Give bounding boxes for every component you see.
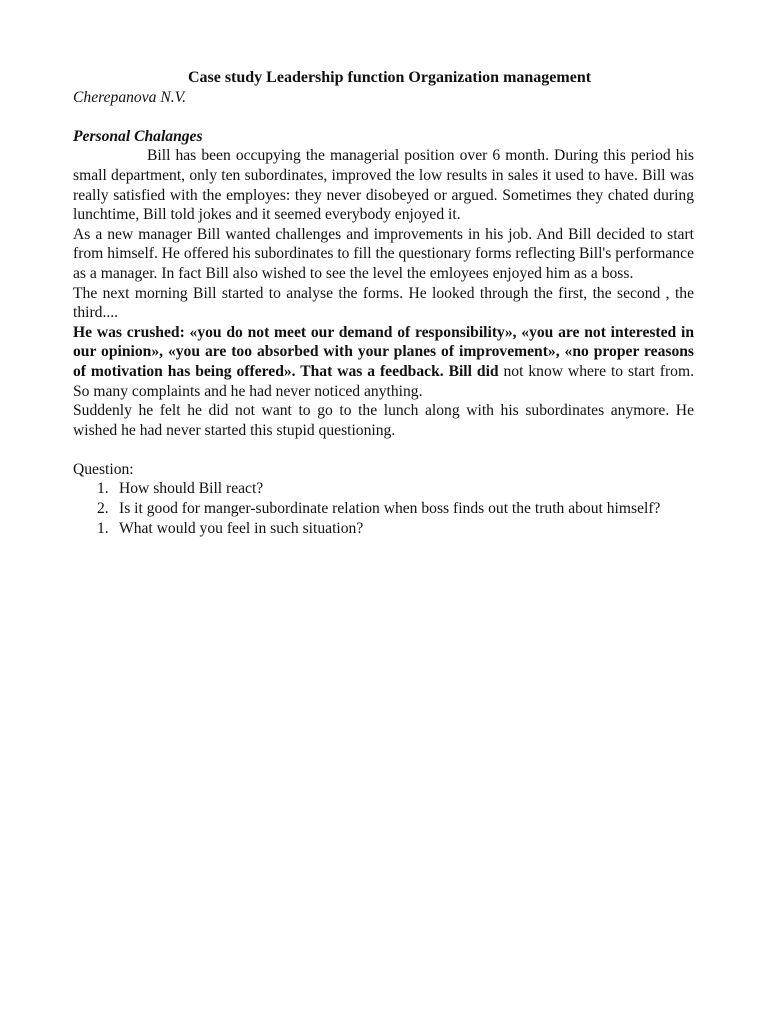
feedback-bold-text: He was crushed: «you do not meet our demand of responsibility», «you are not interested in our opinion», «you are too absorbed with your planes of improvement», «no proper reasons of motivation has being offered». That was a feedback. Bill did [73, 323, 694, 380]
paragraph-challenges: As a new manager Bill wanted challenges and improvements in his job. And Bill decided to start from himself. He offered his subordinates to fill the questionary forms reflecting Bill's performance as a manager. In fact Bill also wished to see the level the emloyees enjoyed him as a boss. [73, 225, 694, 282]
paragraph-feedback [73, 323, 694, 401]
feedback-rest-text: not know where to start from. So many complaints and he had never noticed anything. [73, 362, 694, 400]
question-item [73, 519, 694, 539]
spacer [73, 440, 694, 460]
question-text: What would you feel in such situation? [119, 519, 364, 537]
paragraph-analysis: The next morning Bill started to analyse the forms. He looked through the first, the second , the third.... [73, 284, 694, 322]
question-item [73, 499, 694, 519]
document-page [73, 68, 694, 538]
question-number: 1. [97, 480, 109, 498]
question-text: How should Bill react? [119, 480, 264, 498]
question-list [73, 479, 694, 538]
section-heading: Personal Chalanges [73, 127, 203, 145]
document-author: Cherepanova N.V. [73, 88, 187, 106]
question-label: Question: [73, 460, 134, 478]
question-number: 1. [97, 519, 109, 537]
spacer [73, 107, 694, 127]
document-title: Case study Leadership function Organization management [187, 69, 592, 86]
question-item [73, 479, 694, 499]
question-text: Is it good for manger-subordinate relation when boss finds out the truth about himself? [119, 500, 661, 518]
paragraph-intro: Bill has been occupying the managerial position over 6 month. During this period his small department, only ten subordinates, improved the low results in sales it used to have. Bill was really satisfied with the employes: they never disobeyed or argued. Sometimes they chated during lunchtime, Bill told jokes and it seemed everybody enjoyed it. [73, 147, 694, 224]
question-number: 2. [97, 500, 109, 518]
paragraph-conclusion: Suddenly he felt he did not want to go to the lunch along with his subordinates anymore. He wished he had never started this stupid questioning. [73, 402, 694, 439]
